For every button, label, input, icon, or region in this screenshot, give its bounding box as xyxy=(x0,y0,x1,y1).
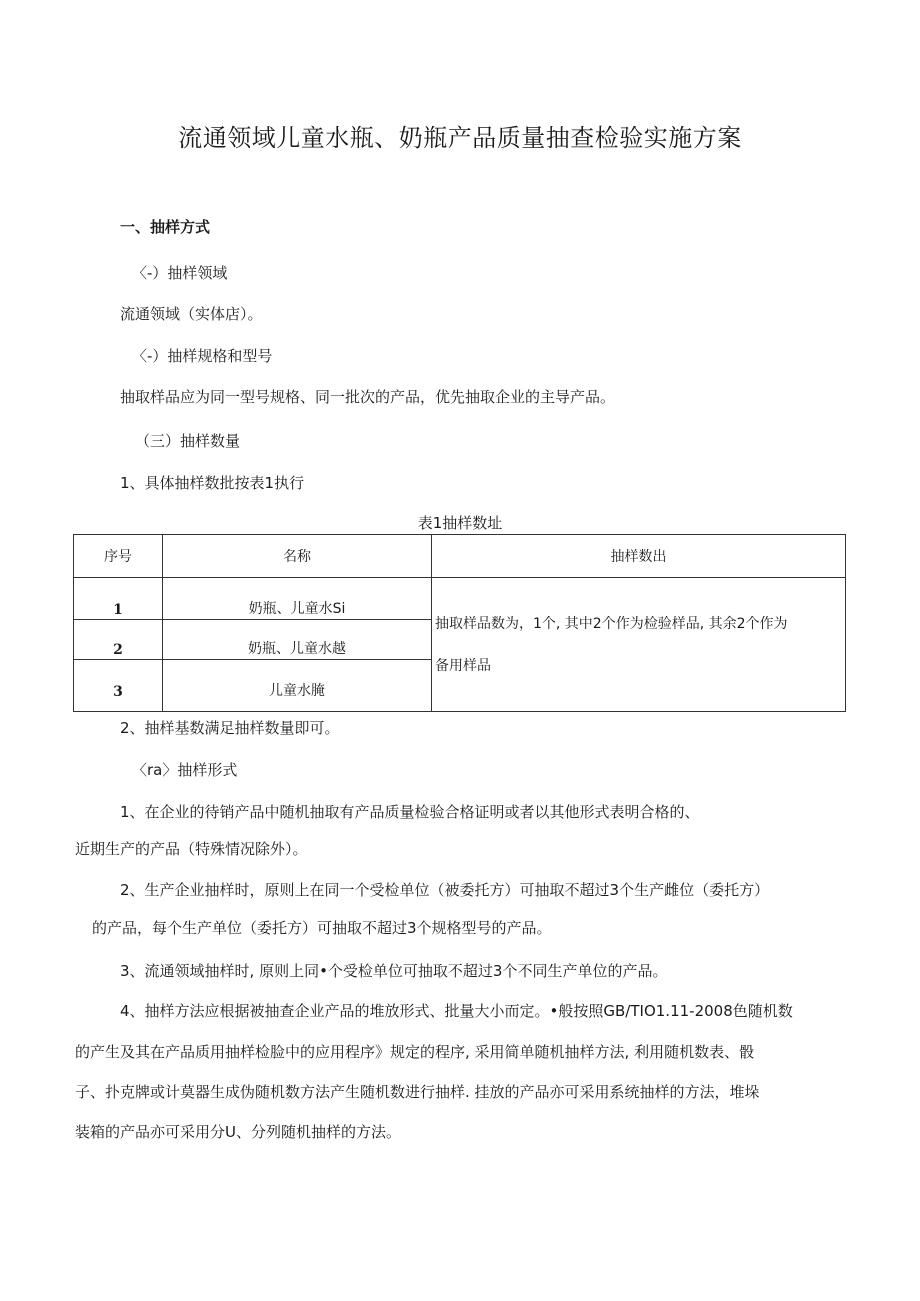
quantity-line-2: 备用样品 xyxy=(435,657,491,674)
row-no: 2 xyxy=(74,620,163,660)
section-heading-sampling-method: 一、抽样方式 xyxy=(120,218,211,236)
text-form-item-4-line-3: 子、扑克牌或计莫器生成伪随机数方法产生随机数进行抽样. 挂放的产品亦可采用系统抽样的方法，堆垛 xyxy=(75,1083,760,1101)
header-quantity: 抽样数出 xyxy=(432,535,846,578)
text-form-item-2-line-1: 2、生产企业抽样时，原则上在同一个受检单位（被委托方）可抽取不超过3个生产雌位（委托方） xyxy=(120,881,770,899)
row-name: 儿童水腌 xyxy=(163,660,432,712)
row-no: 3 xyxy=(74,660,163,712)
text-sampling-spec: 抽取样品应为同一型号规格、同一批次的产品，优先抽取企业的主导产品。 xyxy=(120,388,616,406)
text-form-item-1-line-2: 近期生产的产品（特殊情况除外）。 xyxy=(75,840,308,858)
text-form-item-4-line-1: 4、抽样方法应根据被抽查企业产品的堆放形式、批量大小而定。•般按照GB/TIO1.11-2008色随机数 xyxy=(120,1002,793,1020)
table-header-row xyxy=(74,535,846,578)
quantity-cell xyxy=(432,578,846,712)
table-caption: 表1抽样数址 xyxy=(417,514,503,532)
text-quantity-item-1: 1、具体抽样数批按表1执行 xyxy=(120,474,305,492)
subheading-sampling-spec: 〈-）抽样规格和型号 xyxy=(132,347,273,365)
text-form-item-1-line-1: 1、在企业的待销产品中随机抽取有产品质量检验合格证明或者以其他形式表明合格的、 xyxy=(120,803,700,821)
quantity-line-1: 抽取样品数为，1个, 其中2个作为检验样品, 其余2个作为 xyxy=(435,615,788,632)
header-no: 序号 xyxy=(74,535,163,578)
row-name: 奶瓶、儿童水越 xyxy=(163,620,432,660)
text-quantity-item-2: 2、抽样基数满足抽样数量即可。 xyxy=(120,719,340,737)
text-form-item-4-line-2: 的产生及其在产品质用抽样检脸中的应用程序》规定的程序, 采用简单随机抽样方法, 利用随机数表、骰 xyxy=(75,1043,755,1061)
text-form-item-4-line-4: 装箱的产品亦可采用分U、分列随机抽样的方法。 xyxy=(75,1123,401,1141)
subheading-sampling-domain: 〈-）抽样领域 xyxy=(132,264,228,282)
text-form-item-3: 3、流通领域抽样时, 原则上同•个受检单位可抽取不超过3个不同生产单位的产品。 xyxy=(120,962,668,980)
sampling-table xyxy=(73,534,846,712)
row-name: 奶瓶、儿童水Si xyxy=(163,578,432,620)
row-no: 1 xyxy=(74,578,163,620)
text-sampling-domain: 流通领域（实体店）。 xyxy=(120,305,263,323)
table-row xyxy=(74,578,846,620)
text-form-item-2-line-2: 的产品，每个生产单位（委托方）可抽取不超过3个规格型号的产品。 xyxy=(92,919,552,937)
header-name: 名称 xyxy=(163,535,432,578)
subheading-sampling-form: 〈ra〉抽样形式 xyxy=(132,761,238,779)
subheading-sampling-quantity: （三）抽样数量 xyxy=(135,432,241,450)
document-title: 流通领域儿童水瓶、奶瓶产品质量抽查检验实施方案 xyxy=(178,124,742,152)
